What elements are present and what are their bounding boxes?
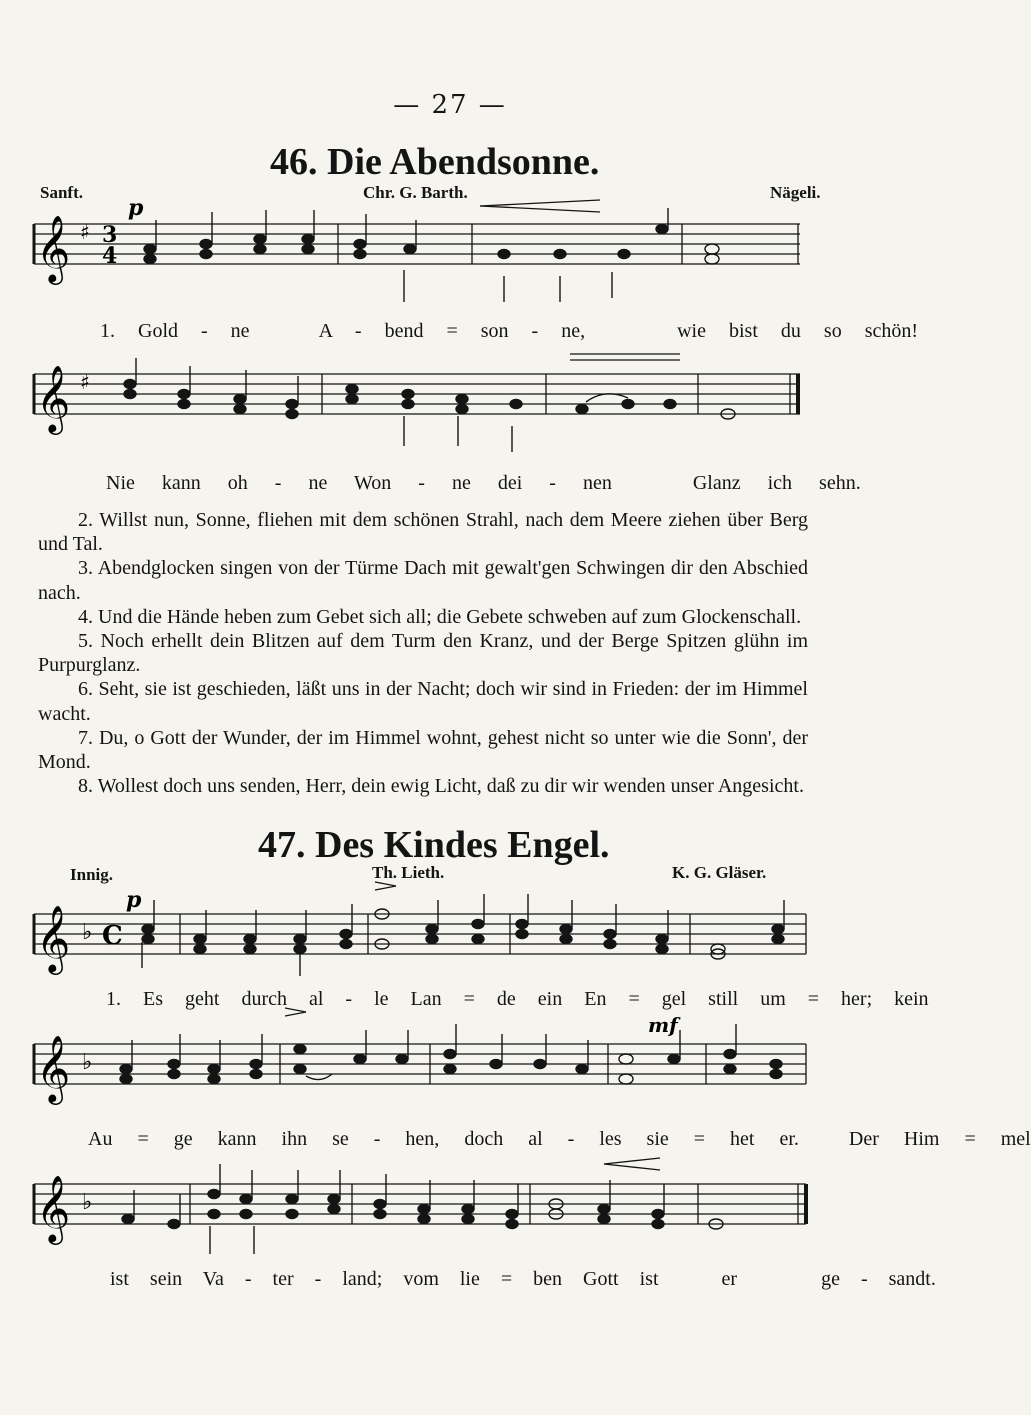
song46-title: Die Abendsonne. [327,141,600,183]
song47-dynamic: p [126,887,142,913]
svg-text:♯: ♯ [80,370,90,394]
verse-5: 5. Noch erhellt dein Blitzen auf dem Turm den Kranz, und der Berge Spitzen glühn im Purpurglanz. [38,630,808,677]
verse-4: 4. Und die Hände heben zum Gebet sich all; die Gebete schweben auf zum Glockenschall. [78,605,802,628]
song46-dynamic: p [128,195,144,221]
song47-composer: K. G. Gläser. [672,863,767,882]
song47-notes-1 [142,894,784,976]
song47-tempo: Innig. [70,865,113,884]
song47-number: 47. [258,824,306,866]
song46-lyrics-line-2: Nie kann oh - ne Won - ne dei - nen Glanz ich sehn. [106,472,861,494]
verse-2: 2. Willst nun, Sonne, fliehen mit dem schönen Strahl, nach dem Meere ziehen über Berg und Tal. [38,509,808,556]
song46-composer: Nägeli. [770,183,821,202]
verse-3: 3. Abendglocken singen von der Türme Dach mit gewalt'gen Schwingen dir den Abschied nach. [38,557,808,604]
song47-time-signature: C [102,921,123,951]
song47-dynamic-mf: mf [648,1013,678,1037]
song47-lyrics-line-2: Au = ge kann ihn se - hen, doch al - les sie = het er. Der Him = mel [88,1128,1031,1150]
song47-title: Des Kindes Engel. [315,824,610,866]
svg-text:𝄞: 𝄞 [36,364,71,432]
song46-tempo: Sanft. [40,183,83,202]
song47-heading [258,823,610,867]
song46-notes-1 [144,208,719,302]
time-signature-bottom: 4 [102,243,118,269]
verse-8: 8. Wollest doch uns senden, Herr, dein ewig Licht, daß zu dir wir wenden unser Angesicht. [78,775,804,798]
verse-6: 6. Seht, sie ist geschieden, läßt uns in der Nacht; doch wir sind in Frieden: der im Himmel wacht. [38,678,808,725]
song46-verses [38,508,808,798]
song46-staff-2 [30,340,820,490]
song47-lyrics-line-3: ist sein Va - ter - land; vom lie = ben Gott ist er ge - sandt. [110,1268,936,1290]
song46-staff-1 [30,190,820,340]
svg-text:♭: ♭ [82,1050,93,1075]
song46-number: 46. [270,141,318,183]
song46-notes-2 [124,358,735,452]
svg-text:♯: ♯ [80,220,90,244]
song47-notes-3 [122,1164,723,1254]
song47-author: Th. Lieth. [372,863,445,882]
treble-clef-icon: 𝄞 [36,214,71,282]
verse-7: 7. Du, o Gott der Wunder, der im Himmel wohnt, gehest nicht so unter wie die Sonn', der Mond. [38,726,808,774]
svg-text:𝄞: 𝄞 [36,1174,71,1242]
svg-text:𝄞: 𝄞 [36,904,71,972]
song46-heading [270,140,599,184]
page-number: — 27 — [393,90,507,120]
svg-text:𝄞: 𝄞 [36,1034,71,1102]
song46-author: Chr. G. Barth. [363,183,468,202]
song47-lyrics-line-1: 1. Es geht durch al - le Lan = de ein En = gel still um = her; kein [106,988,929,1010]
song46-lyrics-line-1: 1. Gold - ne A - bend = son - ne, wie bist du so schön! [100,320,919,342]
time-signature-top: 3 [102,222,118,248]
svg-text:♭: ♭ [82,1190,93,1215]
svg-text:♭: ♭ [82,920,93,945]
